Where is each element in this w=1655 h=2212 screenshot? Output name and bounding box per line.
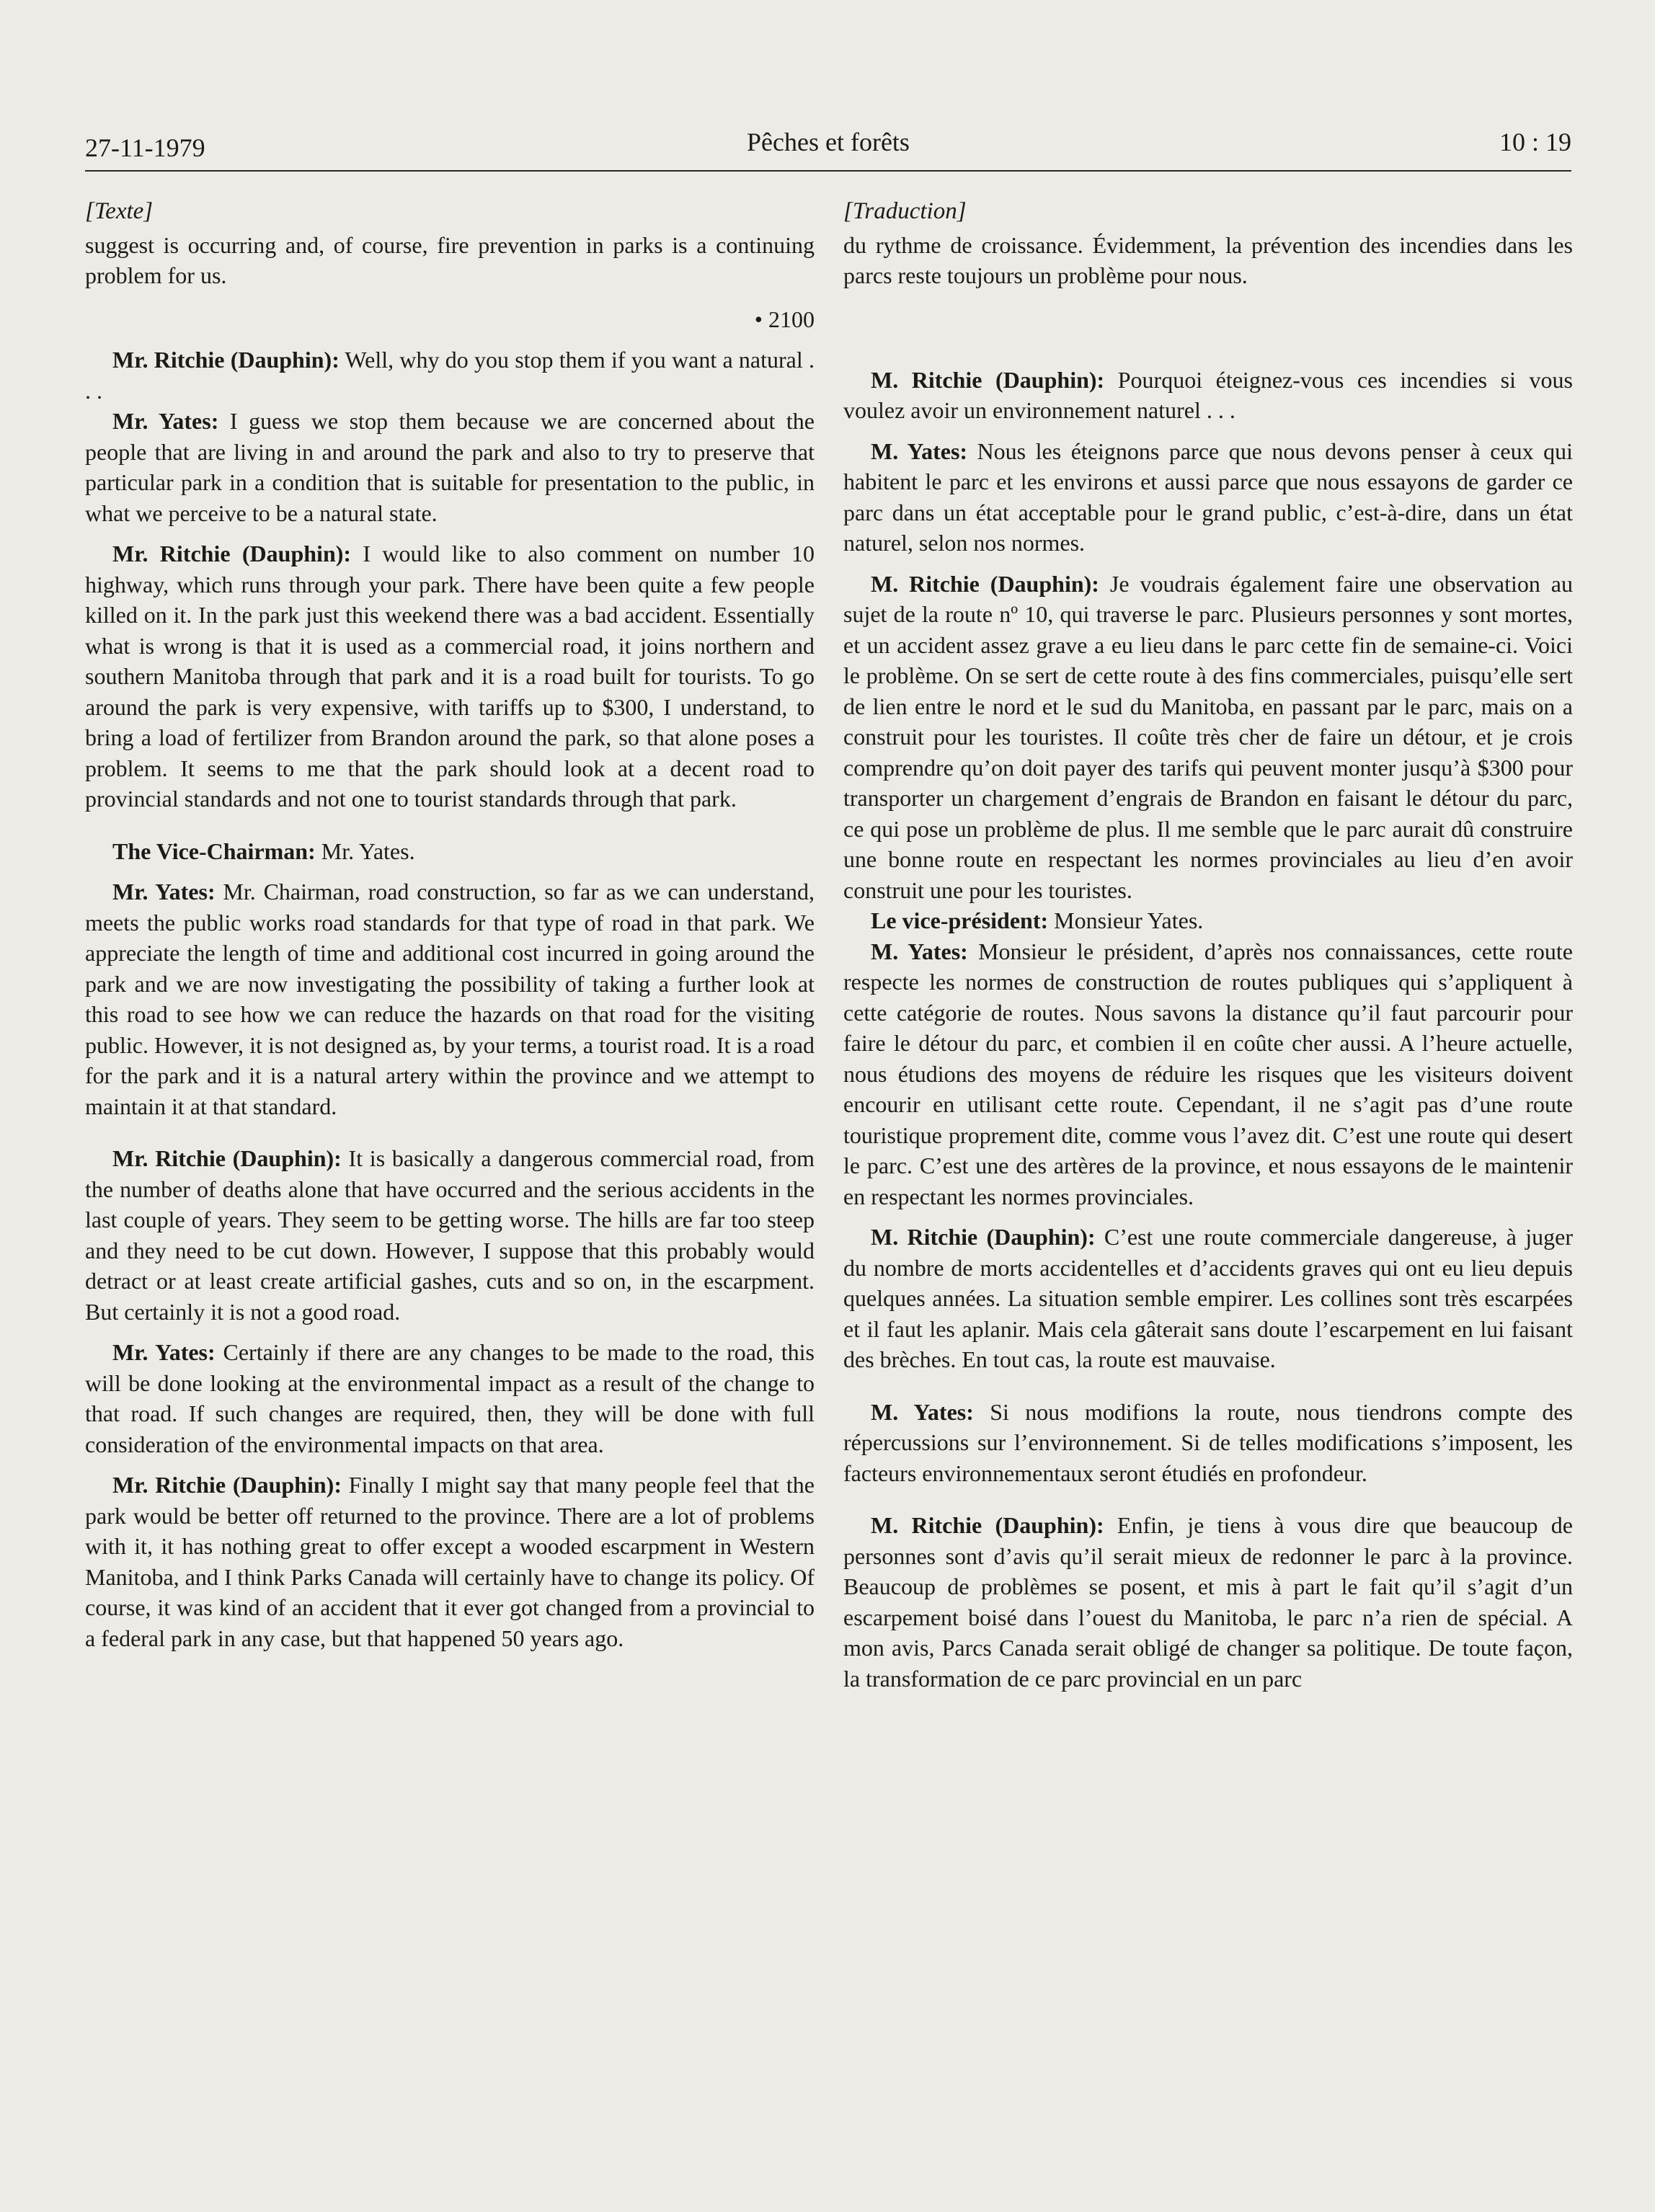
paragraph-text: Mr. Yates. xyxy=(315,838,415,864)
speaker-name: M. Ritchie (Dauphin): xyxy=(871,1512,1104,1538)
paragraph xyxy=(843,1510,1573,1694)
paragraph xyxy=(85,1470,815,1653)
paragraph-text: It is basically a dangerous commercial road, from the number of deaths alone that have occurred and the serious accidents in the last couple of years. They seem to be getting worse. The hills are far too steep and they need to be cut down. However, I suppose that this probably would detract or at least create artificial gashes, cuts and so on, in the escarpment. But certainly it is not a good road. xyxy=(85,1145,815,1325)
speaker-name: The Vice-Chairman: xyxy=(112,838,316,864)
paragraph-text: Mr. Chairman, road construction, so far as we can understand, meets the public works road standards for that type of road in that park. We appreciate the length of time and additional cost incurred in going around the park and we are now investigating the possibility of taking a further look at this road to see how we can reduce the hazards on that road for the visiting public. However, it is not designed as, by your terms, a tourist road. It is a road for the park and it is a natural artery within the province and we attempt to maintain it at that standard. xyxy=(85,879,815,1119)
intro-paragraph: suggest is occurring and, of course, fire prevention in parks is a continuing problem for us. xyxy=(85,231,815,288)
paragraph xyxy=(85,538,815,814)
intro-paragraph: du rythme de croissance. Évidemment, la prévention des incendies dans les parcs reste toujours un problème pour nous. xyxy=(843,231,1573,288)
paragraph-text: Monsieur Yates. xyxy=(1048,907,1204,933)
speaker-name: M. Yates: xyxy=(871,437,968,464)
paragraph-text: Si nous modifions la route, nous tiendrons compte des répercussions sur l’environnement. Si de telles modifications s’imposent, les facteurs environnementaux seront étudiés en profondeur. xyxy=(843,1398,1574,1486)
speaker-name: Mr. Yates: xyxy=(112,408,219,434)
paragraph xyxy=(843,569,1573,906)
speaker-name: Mr. Yates: xyxy=(112,1339,216,1365)
paragraph xyxy=(85,345,815,406)
right-column xyxy=(843,196,1573,1694)
language-tag: [Texte] xyxy=(85,198,154,224)
speaker-name: Mr. Ritchie (Dauphin): xyxy=(112,1145,342,1171)
speaker-name: Mr. Ritchie (Dauphin): xyxy=(112,1472,342,1498)
paragraph-text: I would like to also comment on number 10 highway, which runs through your park. There have been quite a few people killed on it. In the park just this weekend there was a bad accident. Essentially what is wrong is that it is used as a commercial road, it joins northern and southern Manitoba through that park and it is a road built for tourists. To go around the park is very expensive, with tariffs up to $300, I understand, to bring a load of fertilizer from Brandon around the park, so that alone poses a problem. It seems to me that the park should look at a decent road to provincial standards and not one to tourist standards through that park. xyxy=(85,541,815,812)
paragraph-text: Certainly if there are any changes to be made to the road, this will be done looking at the environmental impact as a result of the change to that road. If such changes are required, then, they will be done with full consideration of the environmental impacts on that area. xyxy=(85,1339,815,1457)
speaker-name: Mr. Yates: xyxy=(112,879,216,905)
time-marker: • 2100 xyxy=(754,306,815,332)
page-header xyxy=(85,127,1571,172)
paragraph-text: Well, why do you stop them if you want a natural . . . xyxy=(85,347,815,404)
paragraph xyxy=(843,1222,1573,1375)
paragraph-text: Finally I might say that many people feel that the park would be better off returned to the province. There are a lot of problems with it, it has nothing great to offer except a wooded escarpment in Western Manitoba, and I think Parks Canada will certainly have to change its policy. Of course, it was kind of an accident that it ever got changed from a provincial to a federal park in any case, but that happened 50 years ago. xyxy=(85,1472,815,1651)
paragraph xyxy=(85,406,815,528)
speaker-name: Le vice-président: xyxy=(871,907,1049,933)
paragraph-text: I guess we stop them because we are concerned about the people that are living in and around the park and also to try to preserve that particular park in a condition that is suitable for presentation to the public, in what we perceive to be a natural state. xyxy=(85,408,815,526)
paragraph-text: Je voudrais également faire une observation au sujet de la route nº 10, qui traverse le parc. Plusieurs personnes y sont mortes, et un accident assez grave a eu lieu dans le parc cette fin de semaine-ci. Voici le problème. On se sert de cette route à des fins commerciales, puisqu’elle sert de lien entre le nord et le sud du Manitoba, en passant par le parc, mais on a construit pour les touristes. Il coûte très cher de faire un détour, et je crois comprendre qu’on doit payer des tarifs qui peuvent monter jusqu’à $300 pour transporter un chargement d’engrais de Brandon en faisant le détour du parc, ce qui pose un problème de plus. Il me semble que le parc aurait dû construire une bonne route en respectant les normes provinciales au lieu d’en avoir construit une pour les touristes. xyxy=(843,570,1574,903)
paragraph-text: Monsieur le président, d’après nos connaissances, cette route respecte les normes de construction de routes publiques qui s’appliquent à cette catégorie de routes. Nous savons la distance qu’il faut parcourir pour faire le détour du parc, et combien il en coûte cher aussi. A l’heure actuelle, nous étudions des moyens de réduire les risques que les visiteurs doivent encourir en utilisant cette route. Cependant, il ne s’agit pas d’une route touristique proprement dite, comme vous l’avez dit. C’est une route qui desert le parc. C’est une des artères de la province, et nous essayons de le maintenir en respectant les normes provinciales. xyxy=(843,938,1574,1209)
speaker-name: M. Ritchie (Dauphin): xyxy=(871,366,1105,393)
speaker-name: Mr. Ritchie (Dauphin): xyxy=(112,347,340,373)
paragraph-text: Nous les éteignons parce que nous devons penser à ceux qui habitent le parc et les environs et aussi parce que nous essayons de garder ce parc dans un état acceptable pour le grand public, c’est-à-dire, dans un état naturel, selon nos normes. xyxy=(843,437,1574,556)
speaker-name: Mr. Ritchie (Dauphin): xyxy=(112,541,352,567)
header-date: 27-11-1979 xyxy=(85,133,205,162)
speaker-name: M. Yates: xyxy=(871,1398,974,1425)
left-column xyxy=(85,196,815,1653)
header-page-number: 10 : 19 xyxy=(1499,128,1571,156)
paragraph xyxy=(843,436,1573,559)
speaker-name: M. Ritchie (Dauphin): xyxy=(871,1224,1096,1250)
paragraph xyxy=(843,905,1573,936)
speaker-name: M. Yates: xyxy=(871,938,968,964)
paragraph xyxy=(85,836,815,867)
paragraph xyxy=(843,1397,1573,1489)
paragraph xyxy=(85,876,815,1121)
paragraph xyxy=(843,936,1573,1212)
paragraph xyxy=(85,1143,815,1327)
paragraph xyxy=(85,1337,815,1460)
speaker-name: M. Ritchie (Dauphin): xyxy=(871,570,1099,597)
paragraph-text: C’est une route commerciale dangereuse, à juger du nombre de morts accidentelles et d’accidents graves qui ont eu lieu depuis quelques années. La situation semble empirer. Les collines sont très escarpées et il faut les aplanir. Mais cela gâterait sans doute l’escarpement en lui faisant des brèches. En tout cas, la route est mauvaise. xyxy=(843,1224,1574,1372)
header-title: Pêches et forêts xyxy=(747,128,910,156)
paragraph-text: Pourquoi éteignez-vous ces incendies si vous voulez avoir un environnement naturel . . . xyxy=(843,366,1574,423)
paragraph xyxy=(843,365,1573,426)
paragraph-text: Enfin, je tiens à vous dire que beaucoup de personnes sont d’avis qu’il serait mieux de redonner le parc à la province. Beaucoup de problèmes se posent, et mis à part le fait qu’il s’agit d’un escarpement boisé dans l’ouest du Manitoba, le parc n’a rien de spécial. A mon avis, Parcs Canada serait obligé de changer sa politique. De toute façon, la transformation de ce parc provincial en un parc xyxy=(843,1512,1574,1692)
language-tag: [Traduction] xyxy=(843,198,967,224)
